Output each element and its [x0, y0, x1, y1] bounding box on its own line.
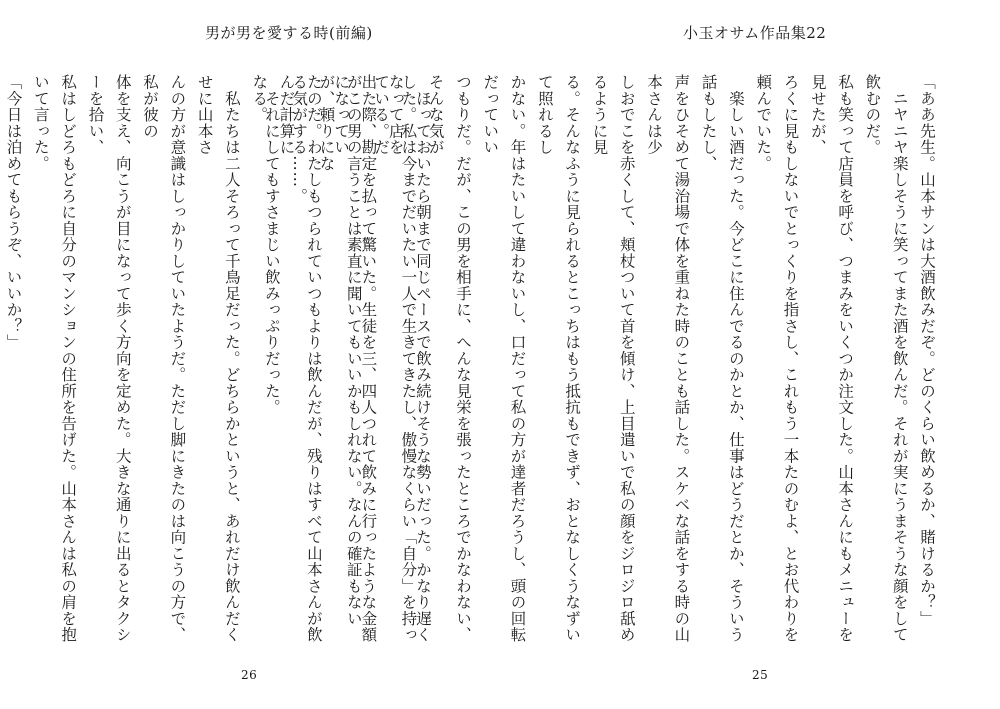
text-line: ろくに見もしないでとっくりを指さし、これもう一本たのむよ、とお代わりを頼んでいた。 [754, 74, 800, 643]
text-line: 私も笑って店員を呼び、つまみをいくつか注文した。山本さんにもメニューを見せたが、 [808, 74, 855, 643]
text-line: 「ああ先生。山本サンは大酒飲みだぞ。どのくらい飲めるか、賭けるか？」 [918, 74, 936, 627]
text-line: かない。年はたいして違わないし、口だって私の方が達者だろうし、頭の回転だっていい [481, 74, 527, 643]
text-line: した。私は今までだいたい一人で生きてきたし、傲慢なくらい「自分」を持っている。だ [372, 74, 418, 643]
left-running-header: 男が男を愛する時(前編) [205, 24, 373, 42]
text-line: がこの男の言うことは素直に聞いてもいいかもしれない。なんの確証もないが、頼りにな [317, 74, 363, 627]
text-line: 楽しい酒だった。今どこに住んでるのかとか、仕事はどうだとか、そういう話もしたし、 [699, 74, 745, 643]
text-line: んの方が意識はしっかりしていたようだ。ただし脚にきたのは向こうの方で、私が彼の [141, 74, 187, 643]
text-line: しおでこを赤くして、頬杖ついて首を傾け、上目遣いで私の顔をジロジロ舐めるように見 [590, 74, 636, 643]
text-line: なる。 [250, 74, 269, 123]
text-line: 体を支え、向こうが目になって歩く方向を定めた。大きな通りに出るとタクシーを拾い、 [86, 74, 132, 643]
text-line: る気がする……。 [290, 74, 309, 204]
text-line: たのだ。わたしもつられていつもよりは飲んだが、残りはすべて山本さんが飲んだ計算に [277, 74, 323, 643]
text-line: ニヤニヤ楽しそうに笑ってまた酒を飲んだ。それが実にうまそうな顔をして飲むのだ。 [863, 74, 909, 643]
text-line: る。そんなふうに見られるとこっちはもう抵抗もできず、おとなしくうなずいて照れるし [535, 74, 582, 643]
left-page-number: 26 [241, 668, 258, 682]
right-page-number: 25 [752, 668, 769, 682]
right-running-header: 小玉オサム作品集22 [683, 24, 827, 42]
text-line: それにしてもすさまじい飲みっぷりだった。 [262, 74, 281, 416]
text-line: つもりだ。だが、この男を相手に、へんな見栄を張ったところでかなわない、そんな気が [426, 74, 472, 643]
text-line: 「今日は泊めてもらうぞ、いいか？」 [4, 74, 23, 351]
text-line: ほっておいたら朝まで同じペースで飲み続けそうな勢いだった。かなり遅くなって店を [386, 74, 432, 643]
text-line: 出た際、勘定を払って驚いた。生徒を三、四人つれて飲みに行ったような金額になってい [332, 74, 378, 643]
text-line: 声をひそめて湯治場で体を重ねた時のことも話した。スケベな話をする時の山本さんは少 [645, 74, 691, 643]
text-line: 私はしどろもどろに自分のマンションの住所を告げた。山本さんは私の肩を抱いて言った。 [31, 74, 78, 643]
text-line: 私たちは二人そろって千鳥足だった。どちらかというと、あれだけ飲んだくせに山本さ [195, 74, 241, 643]
